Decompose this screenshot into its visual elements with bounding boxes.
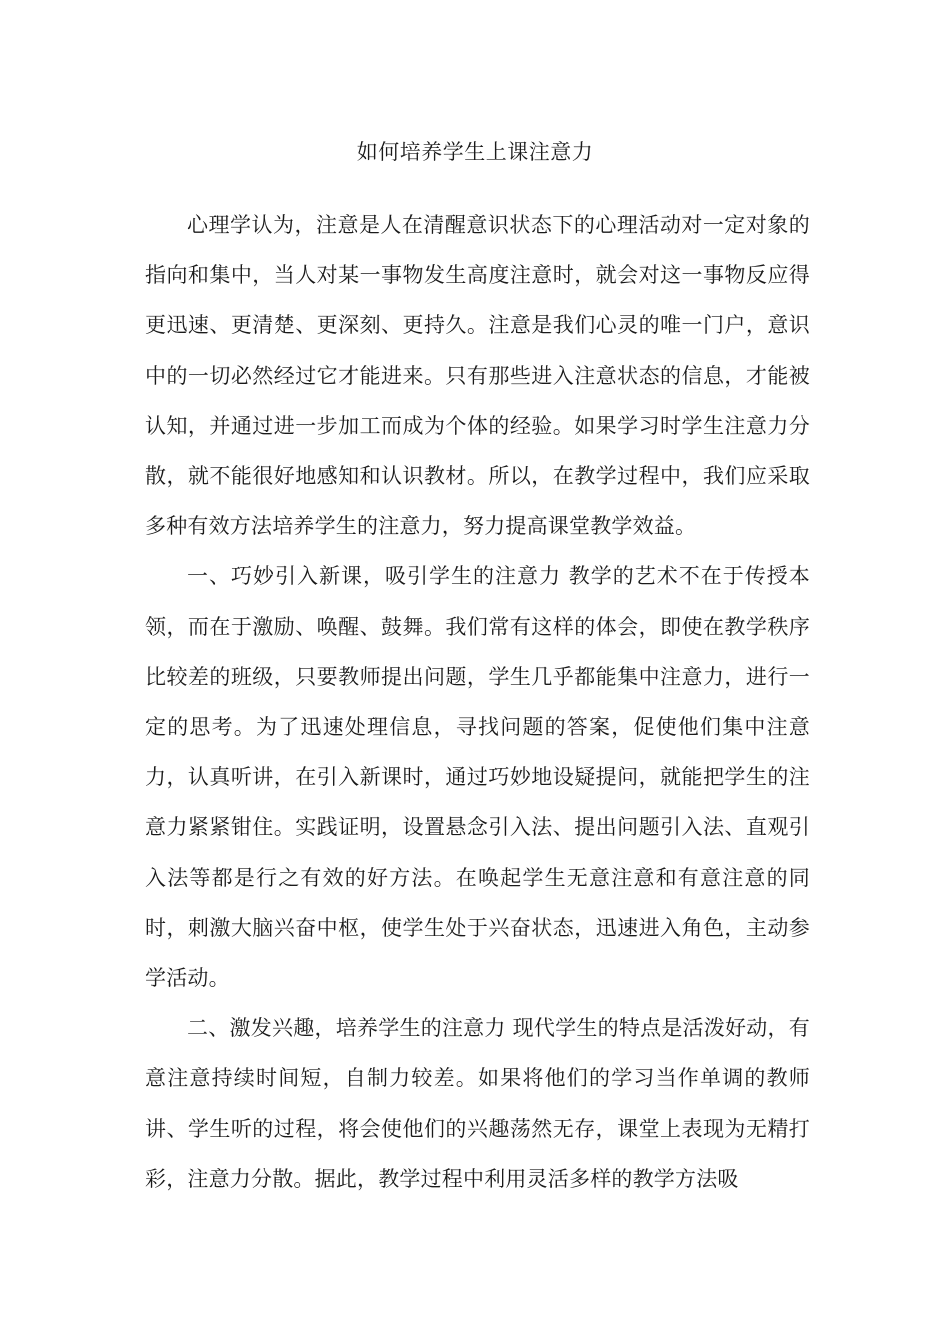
paragraph-section-1: 一、巧妙引入新课，吸引学生的注意力 教学的艺术不在于传授本领，而在于激励、唤醒、鼓舞。我们常有这样的体会，即使在教学秩序比较差的班级，只要教师提出问题，学生几乎都能集中注意力，进行一定的思考。为了迅速处理信息，寻找问题的答案，促使他们集中注意力，认真听讲，在引入新课时，通过巧妙地设疑提问，就能把学生的注意力紧紧钳住。实践证明，设置悬念引入法、提出问题引入法、直观引入法等都是行之有效的好方法。在唤起学生无意注意和有意注意的同时，刺激大脑兴奋中枢，使学生处于兴奋状态，迅速进入角色，主动参学活动。 [145,564,810,991]
paragraph-section-2: 二、激发兴趣，培养学生的注意力 现代学生的特点是活泼好动，有意注意持续时间短，自制力较差。如果将他们的学习当作单调的教师讲、学生听的过程，将会使他们的兴趣荡然无存，课堂上表现为无精打彩，注意力分散。据此，教学过程中利用灵活多样的教学方法吸 [145,1016,810,1191]
document-body [145,200,810,1204]
paragraph-intro: 心理学认为，注意是人在清醒意识状态下的心理活动对一定对象的指向和集中，当人对某一事物发生高度注意时，就会对这一事物反应得更迅速、更清楚、更深刻、更持久。注意是我们心灵的唯一门户，意识中的一切必然经过它才能进来。只有那些进入注意状态的信息，才能被认知，并通过进一步加工而成为个体的经验。如果学习时学生注意力分散，就不能很好地感知和认识教材。所以，在教学过程中，我们应采取多种有效方法培养学生的注意力，努力提高课堂教学效益。 [145,213,810,539]
document-title: 如何培养学生上课注意力 [356,140,594,164]
